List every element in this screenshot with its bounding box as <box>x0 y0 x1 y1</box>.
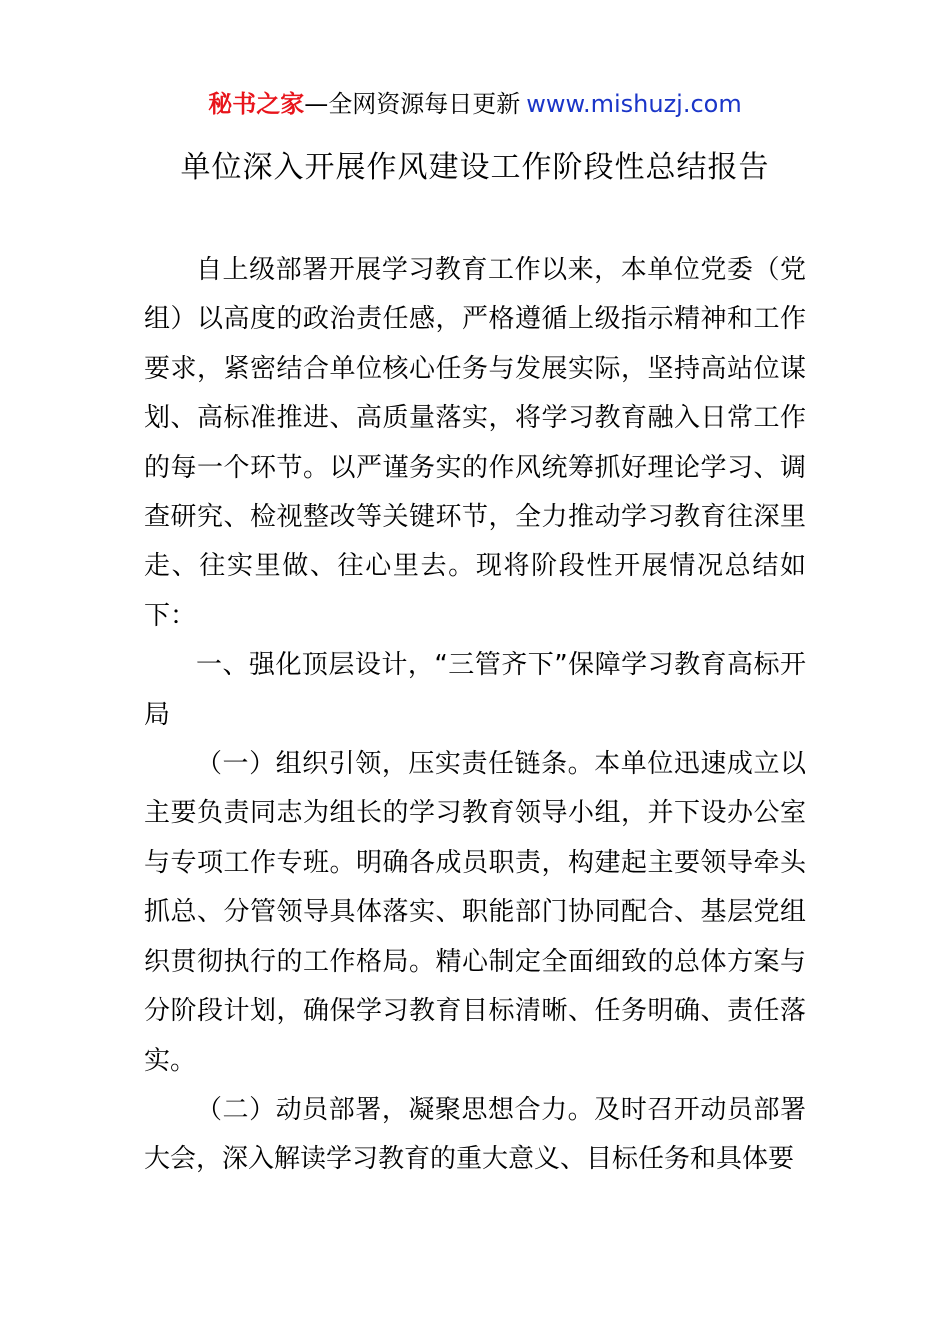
document-body <box>144 246 806 1185</box>
document-title: 单位深入开展作风建设工作阶段性总结报告 <box>180 150 770 185</box>
site-url-link[interactable]: www.mishuzj.com <box>526 90 742 118</box>
subsection-paragraph-2: （二）动员部署，凝聚思想合力。及时召开动员部署大会，深入解读学习教育的重大意义、目标任务和具体要 <box>144 1094 806 1175</box>
subsection-paragraph-1: （一）组织引领，压实责任链条。本单位迅速成立以主要负责同志为组长的学习教育领导小组，并下设办公室与专项工作专班。明确各成员职责，构建起主要领导牵头抓总、分管领导具体落实、职能部门协同配合、基层党组织贯彻执行的工作格局。精心制定全面细致的总体方案与分阶段计划，确保学习教育目标清晰、任务明确、责任落实。 <box>144 749 806 1076</box>
site-brand: 秘书之家 <box>208 90 305 118</box>
site-header <box>0 86 950 122</box>
header-dash: — <box>304 90 329 118</box>
intro-paragraph: 自上级部署开展学习教育工作以来，本单位党委（党组）以高度的政治责任感，严格遵循上级指示精神和工作要求，紧密结合单位核心任务与发展实际，坚持高站位谋划、高标准推进、高质量落实，将学习教育融入日常工作的每一个环节。以严谨务实的作风统筹抓好理论学习、调查研究、检视整改等关键环节，全力推动学习教育往深里走、往实里做、往心里去。现将阶段性开展情况总结如下： <box>144 255 806 631</box>
section-heading-1: 一、强化顶层设计，“三管齐下”保障学习教育高标开局 <box>144 650 806 730</box>
site-slogan: 全网资源每日更新 <box>328 90 521 118</box>
